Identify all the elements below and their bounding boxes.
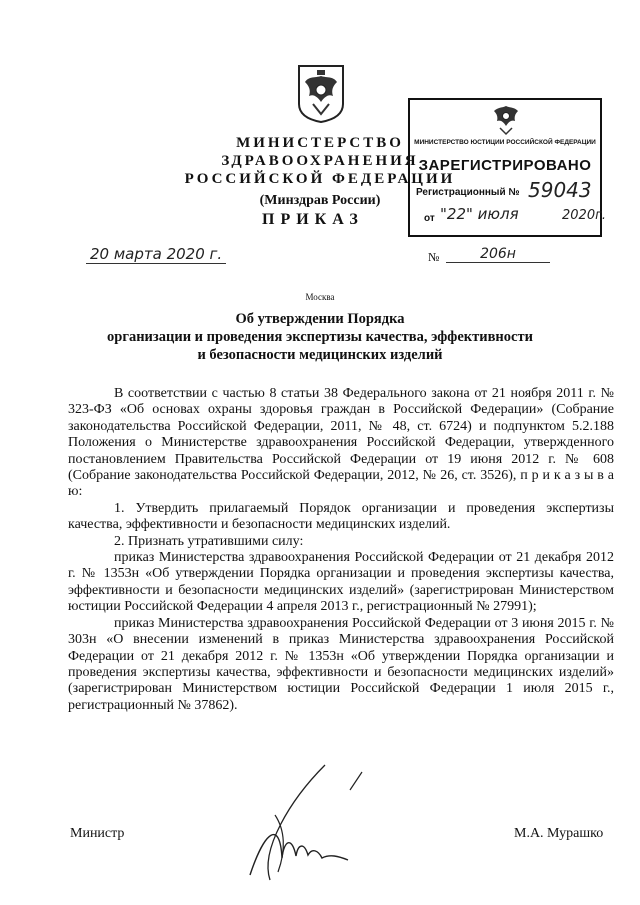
body-paragraph-4: приказ Министерства здравоохранения Российской Федерации от 21 декабря 2012 г. № 1353н «Об утверждении Порядка организации и проведения экспертизы качества, эффективности и безопасности медицинских изделий» (зарегистрирован Министерством юстиции Российской Федерации 4 апреля 2013 г., регистрационный № 27991); (68, 550, 614, 615)
doc-type: ПРИКАЗ (262, 211, 364, 228)
ministry-line2: РОССИЙСКОЙ ФЕДЕРАЦИИ (184, 171, 456, 187)
registration-stamp (408, 98, 607, 237)
stamp-registered: ЗАРЕГИСТРИРОВАНО (418, 157, 592, 174)
city: Москва (305, 292, 335, 302)
signatory-name: М.А. Мурашко (514, 826, 604, 841)
stamp-from-label: от (424, 213, 435, 224)
stamp-year: 2020г. (562, 208, 607, 223)
stamp-reg-number-label: Регистрационный № (416, 187, 520, 198)
stamp-eagle-icon (490, 102, 522, 136)
body-paragraph-5: приказ Министерства здравоохранения Российской Федерации от 3 июня 2015 г. № 303н «О внесении изменений в приказ Министерства здравоохранения Российской Федерации от 21 декабря 2012 г. № 1353н «Об утверждении Порядка организации и проведения экспертизы качества, эффективности и безопасности медицинских изделий» (зарегистрирован Министерством юстиции Российской Федерации 1 июля 2015 г., регистрационный № 37862). (68, 615, 614, 713)
body-paragraph-2: 1. Утвердить прилагаемый Порядок организации и проведения экспертизы качества, эффективности и безопасности медицинских изделий. (68, 500, 614, 533)
order-number: 206н (446, 246, 550, 263)
ministry-line1: МИНИСТЕРСТВО ЗДРАВООХРАНЕНИЯ (221, 135, 419, 169)
handwritten-signature (230, 760, 370, 890)
title-line3: и безопасности медицинских изделий (197, 347, 443, 363)
number-label: № (428, 250, 440, 264)
stamp-ministry: МИНИСТЕРСТВО ЮСТИЦИИ РОССИЙСКОЙ ФЕДЕРАЦИИ (414, 139, 596, 146)
title-line1: Об утверждении Порядка (235, 311, 405, 327)
body-paragraph-1: В соответствии с частью 8 статьи 38 Федерального закона от 21 ноября 2011 г. № 323-ФЗ «Об основах охраны здоровья граждан в Российской Федерации» (Собрание законодательства Российской Федерации, 2011, № 48, ст. 6724) и подпунктом 5.2.188 Положения о Министерстве здравоохранения Российской Федерации, утвержденного постановлением Правительства Российской Федерации от 19 июня 2012 г. № 608 (Собрание законодательства Российской Федерации, 2012, № 26, ст. 3526), п р и к а з ы в а ю: (68, 386, 614, 500)
title-line2: организации и проведения экспертизы качества, эффективности (107, 329, 533, 345)
body-paragraph-3: 2. Признать утратившими силу: (114, 533, 304, 549)
document-body (68, 386, 614, 714)
signatory-role: Министр (70, 826, 125, 841)
ministry-short: (Минздрав России) (259, 193, 381, 208)
stamp-date: "22" июля (440, 205, 519, 223)
stamp-reg-number: 59043 (528, 178, 592, 202)
order-date: 20 марта 2020 г. (86, 245, 226, 264)
document-title (40, 310, 600, 364)
coat-of-arms-emblem (297, 64, 345, 124)
